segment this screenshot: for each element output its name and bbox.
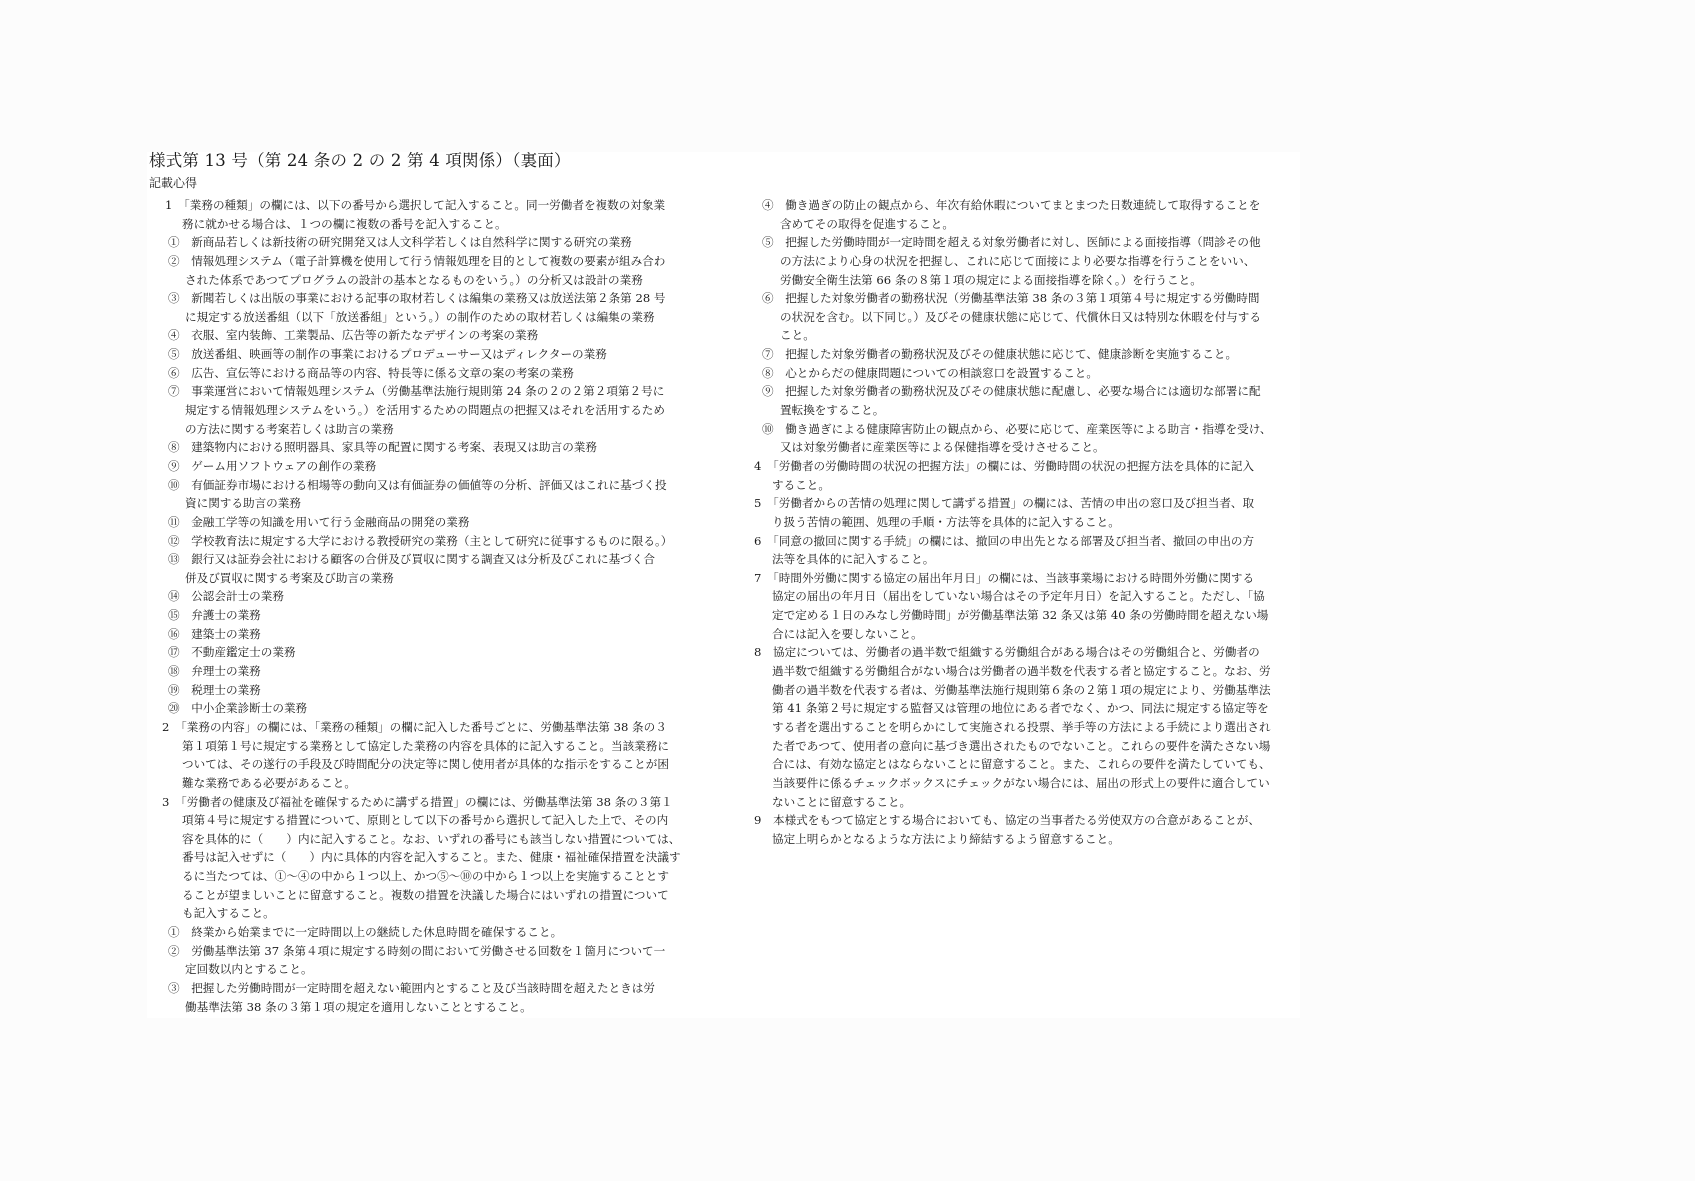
text-line: 3 「労働者の健康及び福祉を確保するために講ずる措置」の欄には、労働基準法第 38 条の３第１ bbox=[162, 794, 673, 809]
text-line: 4 「労働者の労働時間の状況の把握方法」の欄には、労働時間の状況の把握方法を具体的に記入 bbox=[754, 458, 1255, 473]
text-line: ⑬ 銀行又は証券会社における顧客の合併及び買収に関する調査又は分析及びこれに基づく合 bbox=[168, 552, 655, 567]
text-line: 第１項第１号に規定する業務として協定した業務の内容を具体的に記入すること。当該業務に bbox=[182, 738, 669, 753]
text-line: する者を選出することを明らかにして実施される投票、挙手等の方法による手続により選出され bbox=[772, 719, 1271, 734]
text-line: 含めてその取得を促進すること。 bbox=[780, 216, 954, 231]
text-line: の方法により心身の状況を把握し、これに応じて面接により必要な指導を行うことをいい、 bbox=[780, 253, 1256, 268]
text-line: の方法に関する考案若しくは助言の業務 bbox=[185, 421, 394, 436]
left-column bbox=[149, 196, 709, 1016]
text-line: た者であつて、使用者の意向に基づき選出されたものでないこと。これらの要件を満たさない場 bbox=[772, 738, 1271, 753]
text-line: 法等を具体的に記入すること。 bbox=[772, 552, 935, 567]
text-line: ⑨ 把握した対象労働者の勤務状況及びその健康状態に配慮し、必要な場合には適切な部署に配 bbox=[762, 384, 1261, 399]
text-line: 第 41 条第２号に規定する監督又は管理の地位にある者でなく、かつ、同法に規定する協定等を bbox=[772, 701, 1269, 716]
text-line: に規定する放送番組（以下「放送番組」という。）の制作のための取材若しくは編集の業務 bbox=[185, 309, 655, 324]
text-line: ③ 把握した労働時間が一定時間を超えない範囲内とすること及び当該時間を超えたときは労 bbox=[168, 980, 655, 995]
text-line: ることが望ましいことに留意すること。複数の措置を決議した場合にはいずれの措置について bbox=[182, 887, 669, 902]
text-line: ⑭ 公認会計士の業務 bbox=[168, 589, 284, 604]
text-line: ⑥ 広告、宣伝等における商品等の内容、特長等に係る文章の案の考案の業務 bbox=[168, 365, 574, 380]
text-line: ① 終業から始業までに一定時間以上の継続した休息時間を確保すること。 bbox=[168, 924, 563, 939]
text-line: 5 「労働者からの苦情の処理に関して講ずる措置」の欄には、苦情の申出の窓口及び担当者、取 bbox=[754, 496, 1255, 511]
text-line: ⑦ 事業運営において情報処理システム（労働基準法施行規則第 24 条の２の２第２項第２号に bbox=[168, 384, 665, 399]
text-line: 規定する情報処理システムをいう。）を活用するための問題点の把握又はそれを活用するため bbox=[185, 403, 665, 418]
text-line: ② 情報処理システム（電子計算機を使用して行う情報処理を目的として複数の要素が組み合わ bbox=[168, 253, 666, 268]
text-line: 過半数で組織する労働組合がない場合は労働者の過半数を代表する者と協定すること。なお、労 bbox=[772, 664, 1271, 679]
text-line: された体系であつてプログラムの設計の基本となるものをいう。）の分析又は設計の業務 bbox=[185, 272, 643, 287]
text-line: ⑩ 有価証券市場における相場等の動向又は有価証券の価値等の分析、評価又はこれに基づく投 bbox=[168, 477, 667, 492]
text-line: ③ 新聞若しくは出版の事業における記事の取材若しくは編集の業務又は放送法第２条第 28 号 bbox=[168, 291, 666, 306]
text-line: ⑧ 建築物内における照明器具、家具等の配置に関する考案、表現又は助言の業務 bbox=[168, 440, 597, 455]
text-line: ④ 衣服、室内装飾、工業製品、広告等の新たなデザインの考案の業務 bbox=[168, 328, 539, 343]
text-line: 7 「時間外労働に関する協定の届出年月日」の欄には、当該事業場における時間外労働に関する bbox=[754, 570, 1255, 585]
text-line: 2 「業務の内容」の欄には、「業務の種類」の欄に記入した番号ごとに、労働基準法第 38 条の３ bbox=[162, 719, 667, 734]
text-line: 労働安全衛生法第 66 条の８第１項の規定による面接指導を除く。）を行うこと。 bbox=[780, 272, 1202, 287]
text-line: り扱う苦情の範囲、処理の手順・方法等を具体的に記入すること。 bbox=[772, 514, 1120, 529]
text-line: 協定上明らかとなるような方法により締結するよう留意すること。 bbox=[772, 831, 1120, 846]
text-line: 定回数以内とすること。 bbox=[185, 962, 313, 977]
text-line: ⑳ 中小企業診断士の業務 bbox=[168, 701, 308, 716]
text-line: ないことに留意すること。 bbox=[772, 794, 912, 809]
text-line: 働基準法第 38 条の３第１項の規定を適用しないこととすること。 bbox=[185, 999, 532, 1014]
text-line: こと。 bbox=[780, 328, 815, 343]
text-line: 又は対象労働者に産業医等による保健指導を受けさせること。 bbox=[780, 440, 1105, 455]
document-subtitle: 記載心得 bbox=[149, 176, 198, 190]
text-line: 務に就かせる場合は、１つの欄に複数の番号を記入すること。 bbox=[182, 216, 507, 231]
text-line: 協定の届出の年月日（届出をしていない場合はその予定年月日）を記入すること。ただし、「協 bbox=[772, 589, 1265, 604]
text-line: 合には、有効な協定とはならないことに留意すること。また、これらの要件を満たしていても、 bbox=[772, 757, 1271, 772]
text-line: 定で定める１日のみなし労働時間」が労働基準法第 32 条又は第 40 条の労働時間を超えない場 bbox=[772, 608, 1269, 623]
text-line: ① 新商品若しくは新技術の研究開発又は人文科学若しくは自然科学に関する研究の業務 bbox=[168, 235, 632, 250]
text-line: の状況を含む。以下同じ。）及びその健康状態に応じて、代償休日又は特別な休暇を付与する bbox=[780, 309, 1261, 324]
text-line: ⑯ 建築士の業務 bbox=[168, 626, 261, 641]
text-line: すること。 bbox=[772, 477, 830, 492]
text-line: ⑩ 働き過ぎによる健康障害防止の観点から、必要に応じて、産業医等による助言・指導を受け、 bbox=[762, 421, 1272, 436]
text-line: 6 「同意の撤回に関する手続」の欄には、撤回の申出先となる部署及び担当者、撤回の申出の方 bbox=[754, 533, 1255, 548]
text-line: ⑪ 金融工学等の知識を用いて行う金融商品の開発の業務 bbox=[168, 514, 470, 529]
text-line: も記入すること。 bbox=[182, 906, 275, 921]
text-line: ⑫ 学校教育法に規定する大学における教授研究の業務（主として研究に従事するものに限る。） bbox=[168, 533, 673, 548]
text-line: 併及び買収に関する考案及び助言の業務 bbox=[185, 570, 394, 585]
text-line: ついては、その遂行の手段及び時間配分の決定等に関し使用者が具体的な指示をすることが困 bbox=[182, 757, 669, 772]
text-line: ⑤ 放送番組、映画等の制作の事業におけるプロデューサー又はディレクターの業務 bbox=[168, 347, 607, 362]
text-line: 働者の過半数を代表する者は、労働基準法施行規則第６条の２第１項の規定により、労働基準法 bbox=[772, 682, 1271, 697]
text-line: ⑰ 不動産鑑定士の業務 bbox=[168, 645, 296, 660]
text-line: ⑧ 心とからだの健康問題についての相談窓口を設置すること。 bbox=[762, 365, 1098, 380]
right-column bbox=[750, 196, 1305, 848]
text-line: 番号は記入せずに（ ）内に具体的内容を記入すること。また、健康・福祉確保措置を決議す bbox=[182, 850, 681, 865]
text-line: ⑲ 税理士の業務 bbox=[168, 682, 261, 697]
text-line: 9 本様式をもつて協定とする場合においても、協定の当事者たる労使双方の合意があることが、 bbox=[754, 813, 1260, 828]
text-line: ⑨ ゲーム用ソフトウェアの創作の業務 bbox=[168, 458, 377, 473]
text-line: ⑥ 把握した対象労働者の勤務状況（労働基準法第 38 条の３第１項第４号に規定する労働時間 bbox=[762, 291, 1260, 306]
text-line: 項第４号に規定する措置について、原則として以下の番号から選択して記入した上で、その内 bbox=[182, 813, 669, 828]
text-line: 合には記入を要しないこと。 bbox=[772, 626, 923, 641]
text-line: 容を具体的に（ ）内に記入すること。なお、いずれの番号にも該当しない措置については、 bbox=[182, 831, 681, 846]
text-line: ④ 働き過ぎの防止の観点から、年次有給休暇についてまとまつた日数連続して取得することを bbox=[762, 198, 1261, 212]
text-line: 資に関する助言の業務 bbox=[185, 496, 301, 511]
text-line: ⑮ 弁護士の業務 bbox=[168, 608, 261, 623]
text-line: ② 労働基準法第 37 条第４項に規定する時刻の間において労働させる回数を１箇月について一 bbox=[168, 943, 666, 958]
text-line: 置転換をすること。 bbox=[780, 403, 885, 418]
document-title: 様式第 13 号（第 24 条の 2 の 2 第 4 項関係）（裏面） bbox=[149, 151, 571, 170]
text-line: 1 「業務の種類」の欄には、以下の番号から選択して記入すること。同一労働者を複数の対象業 bbox=[165, 198, 666, 212]
text-line: 8 協定については、労働者の過半数で組織する労働組合がある場合はその労働組合と、労働者の bbox=[754, 645, 1260, 660]
text-line: 当該要件に係るチェックボックスにチェックがない場合には、届出の形式上の要件に適合してい bbox=[772, 775, 1270, 790]
text-line: ⑱ 弁理士の業務 bbox=[168, 664, 261, 679]
text-line: 難な業務である必要があること。 bbox=[182, 775, 356, 790]
text-line: ⑦ 把握した対象労働者の勤務状況及びその健康状態に応じて、健康診断を実施すること。 bbox=[762, 347, 1238, 362]
text-line: るに当たつては、①～④の中から１つ以上、かつ⑤～⑩の中から１つ以上を実施することとす bbox=[182, 869, 669, 884]
text-line: ⑤ 把握した労働時間が一定時間を超える対象労働者に対し、医師による面接指導（問診その他 bbox=[762, 235, 1261, 250]
